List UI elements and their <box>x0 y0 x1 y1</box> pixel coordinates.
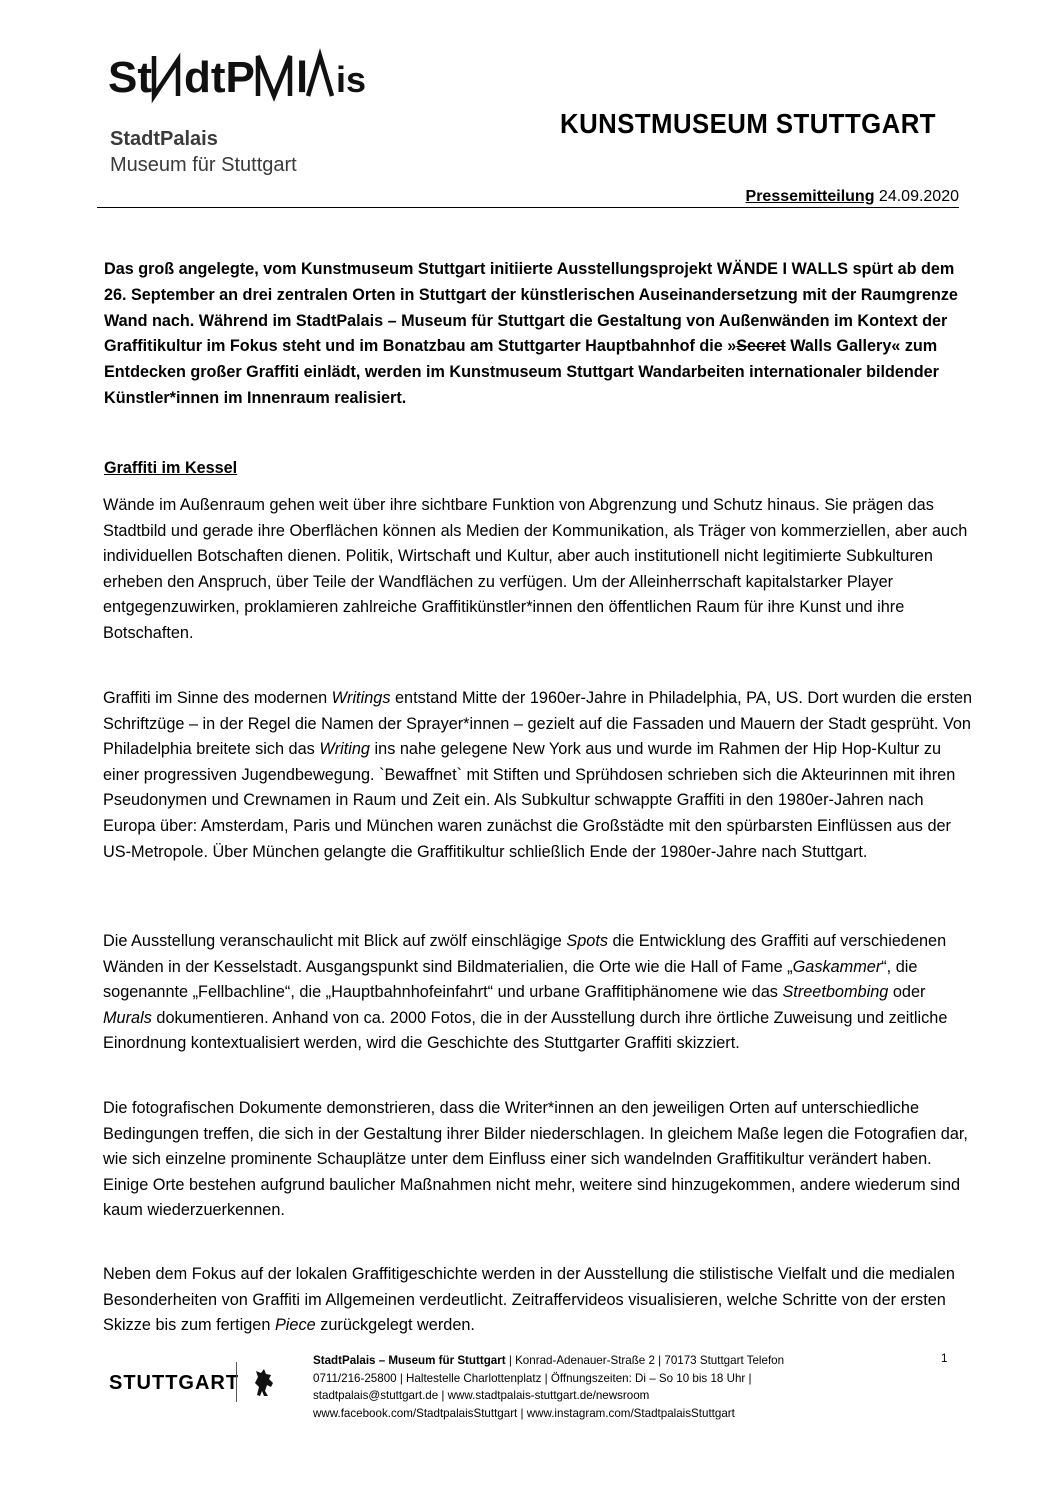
stadtpalais-wordmark-icon <box>108 48 367 108</box>
paragraph-text: Graffiti im Sinne des modernen <box>103 689 332 707</box>
page-number: 1 <box>941 1352 948 1365</box>
lead-paragraph <box>104 257 964 412</box>
stadtpalais-logo <box>108 48 378 198</box>
body-paragraph-5 <box>103 1262 973 1339</box>
lead-text-part2: Walls Gallery« zum Entdecken großer Graffiti einlädt, werden im Kunstmuseum Stuttgart Wandarbeiten internationaler bildender Künstler*innen im Innenraum realisiert. <box>104 337 939 407</box>
paragraph-text: “, die sogenannte „Fellbachline“, die „Hauptbahnhofeinfahrt“ und urbane Graffitiphänomene wie das <box>103 957 918 1002</box>
footer-contact-info <box>313 1352 913 1422</box>
press-release-line <box>746 188 959 206</box>
svg-text:l: l <box>296 53 309 102</box>
paragraph-text: die Entwicklung des Graffiti auf verschiedenen Wänden in der Kesselstadt. Ausgangspunkt sind Bildmaterialien, die Orte wie die Hall of Fame „ <box>103 932 947 976</box>
svg-text:dtP: dtP <box>184 53 255 102</box>
section-heading: Graffiti im Kessel <box>104 459 238 477</box>
paragraph-emphasis: Writings <box>331 689 391 707</box>
stuttgart-city-logo: STUTTGART <box>109 1372 240 1394</box>
body-paragraph-4: Die fotografischen Dokumente demonstrieren, dass die Writer*innen an den jeweiligen Orten auf unterschiedliche Bedingungen treffen, die sich in der Gestaltung ihrer Bilder niederschlagen. In gleichem Maße legen die Fotografien dar, wie sich einzelne prominente Schauplätze unter dem Einfluss einer sich wandelnden Graffitikultur verändert haben. Einige Orte bestehen aufgrund baulicher Maßnahmen nicht mehr, weitere sind hinzugekommen, andere wiederum sind kaum wiederzuerkennen. <box>103 1099 968 1220</box>
svg-text:St: St <box>108 53 152 102</box>
footer-phone-hours: 0711/216-25800 | Haltestelle Charlottenplatz | Öffnungszeiten: Di – So 10 bis 18 Uhr | <box>313 1371 752 1385</box>
press-release-date: 24.09.2020 <box>878 188 959 205</box>
footer-address: | Konrad-Adenauer-Straße 2 | 70173 Stuttgart Telefon <box>505 1354 785 1367</box>
paragraph-text: entstand Mitte der 1960er-Jahre in Philadelphia, PA, US. Dort wurden die ersten Schriftzüge – in der Regel die Namen der Sprayer*innen – gezielt auf die Fassaden und Mauern der Stadt gesprüht. Von Philadelphia breitete sich das <box>103 689 973 759</box>
stadtpalais-logo-subtitle: Museum für Stuttgart <box>110 154 297 176</box>
paragraph-emphasis: Streetbombing <box>782 983 889 1002</box>
paragraph-emphasis: Murals <box>103 1008 152 1027</box>
footer-email-web[interactable]: stadtpalais@stuttgart.de | www.stadtpalais-stuttgart.de/newsroom <box>313 1389 650 1403</box>
svg-text:is: is <box>336 59 367 100</box>
footer-social-links[interactable]: www.facebook.com/StadtpalaisStuttgart | www.instagram.com/StadtpalaisStuttgart <box>313 1406 735 1420</box>
paragraph-text: Die Ausstellung veranschaulicht mit Blick auf zwölf einschlägige <box>103 932 567 950</box>
stadtpalais-logo-name: StadtPalais <box>110 128 218 150</box>
paragraph-text: oder <box>888 983 926 1002</box>
footer-logo-divider <box>236 1362 237 1402</box>
paragraph-emphasis: Writing <box>319 740 370 759</box>
press-release-label: Pressemitteilung <box>745 188 875 205</box>
stuttgart-horse-icon <box>249 1365 279 1399</box>
footer-org-name: StadtPalais – Museum für Stuttgart <box>313 1354 506 1367</box>
body-paragraph-3 <box>103 929 973 1057</box>
paragraph-emphasis: Piece <box>274 1316 316 1335</box>
body-paragraph-1: Wände im Außenraum gehen weit über ihre sichtbare Funktion von Abgrenzung und Schutz hinaus. Sie prägen das Stadtbild und gerade ihre Oberflächen können als Medien der Kommunikation, als Träger von kommerziellen, aber auch individuellen Botschaften dienen. Politik, Wirtschaft und Kultur, aber auch institutionell nicht legitimierte Subkulturen erheben den Anspruch, über Teile der Wandflächen zu verfügen. Um der Alleinherrschaft kapitalstarker Player entgegenzuwirken, proklamieren zahlreiche Graffitikünstler*innen den öffentlichen Raum für ihre Kunst und ihre Botschaften. <box>103 496 968 642</box>
paragraph-text: dokumentieren. Anhand von ca. 2000 Fotos, die in der Ausstellung durch ihre örtliche Zuweisung und zeitliche Einordnung kontextualisiert werden, wird die Geschichte des Stuttgarter Graffiti skizziert. <box>103 1008 948 1053</box>
paragraph-emphasis: Gaskammer <box>792 957 882 976</box>
paragraph-text: zurückgelegt werden. <box>315 1316 475 1335</box>
lead-text-part1: Das groß angelegte, vom Kunstmuseum Stuttgart initiierte Ausstellungsprojekt WÄNDE I WALLS spürt ab dem 26. September an drei zentralen Orten in Stuttgart der künstlerischen Auseinandersetzung mit der Raumgrenze Wand nach. Während im StadtPalais – Museum für Stuttgart die Gestaltung von Außenwänden im Kontext der Graffitikultur im Fokus steht und im Bonatzbau am Stuttgarter Hauptbahnhof die » <box>104 260 958 356</box>
kunstmuseum-logo: KUNSTMUSEUM STUTTGART <box>560 108 937 139</box>
header-divider <box>97 207 959 208</box>
paragraph-text: Neben dem Fokus auf der lokalen Graffitigeschichte werden in der Ausstellung die stilistische Vielfalt und die medialen Besonderheiten von Graffiti im Allgemeinen verdeutlicht. Zeitraffervideos visualisieren, welche Schritte von der ersten Skizze bis zum fertigen <box>103 1265 955 1335</box>
paragraph-emphasis: Spots <box>566 932 608 950</box>
lead-strikethrough-text: Secret <box>736 337 786 356</box>
body-paragraph-2 <box>103 686 973 865</box>
paragraph-text: ins nahe gelegene New York aus und wurde im Rahmen der Hip Hop-Kultur zu einer progressiven Jugendbewegung. `Bewaffnet` mit Stiften und Sprühdosen schrieben sich die Akteurinnen mit ihren Pseudonymen und Crewnamen in Raum und Zeit ein. Als Subkultur schwappte Graffiti in den 1980er-Jahren nach Europa über: Amsterdam, Paris und München waren zunächst die Großstädte mit den spürbarsten Einflüssen aus der US-Metropole. Über München gelangte die Graffitikultur schließlich Ende der 1980er-Jahre nach Stuttgart. <box>103 740 956 861</box>
